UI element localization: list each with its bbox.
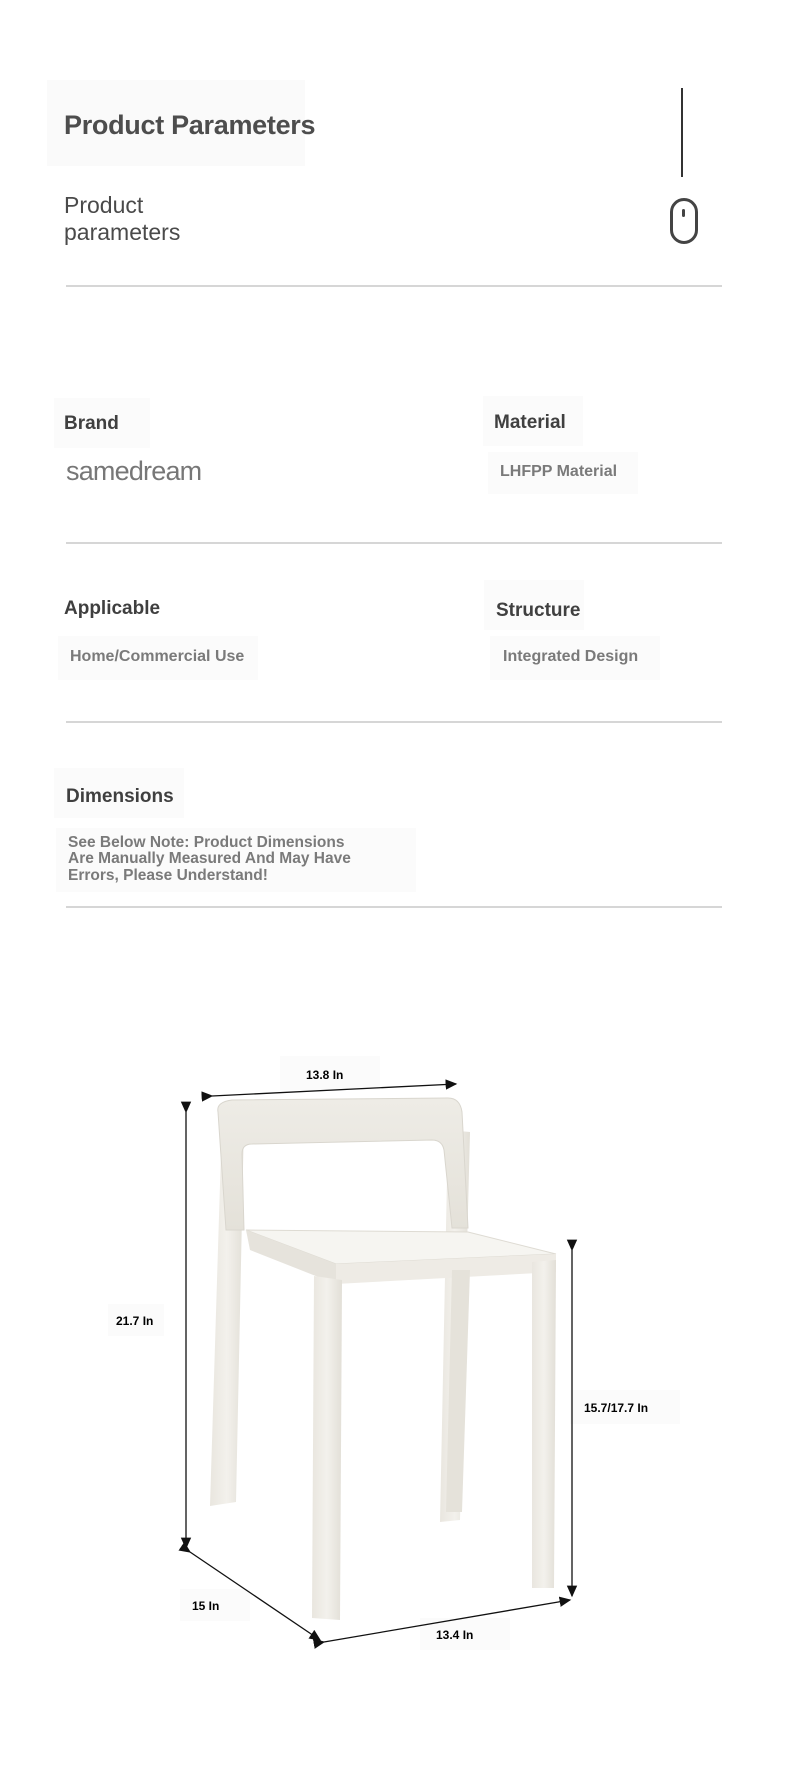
note-line: Are Manually Measured And May Have [68, 850, 351, 867]
divider [66, 721, 722, 723]
dimensions-note [68, 835, 368, 884]
mouse-scroll-icon [670, 198, 698, 244]
dim-label-height: 21.7 In [116, 1314, 154, 1328]
applicable-label: Applicable [64, 598, 161, 619]
brand-label: Brand [64, 413, 119, 434]
dim-label-depth: 15 In [192, 1599, 220, 1613]
applicable-value: Home/Commercial Use [70, 648, 245, 665]
chair-front-leg-left [312, 1276, 342, 1620]
chair-front-leg-right [532, 1260, 556, 1588]
structure-label: Structure [496, 600, 581, 621]
dim-label-top-width: 13.8 In [306, 1068, 344, 1082]
vertical-divider [681, 88, 683, 177]
note-line: See Below Note: Product Dimensions [68, 834, 345, 851]
dim-label-seat-height: 15.7/17.7 In [584, 1401, 649, 1415]
page-title: Product Parameters [64, 110, 316, 140]
divider [66, 906, 722, 908]
structure-value: Integrated Design [503, 648, 639, 665]
divider [66, 285, 722, 287]
note-line: Errors, Please Understand! [68, 867, 268, 884]
chair-backrest [218, 1098, 468, 1230]
divider [66, 542, 722, 544]
brand-logo: samedream [66, 456, 202, 486]
page-subtitle: Product parameters [64, 192, 181, 245]
material-label: Material [494, 412, 566, 433]
chair-dimension-diagram [0, 1040, 790, 1700]
dim-label-bottom-width: 13.4 In [436, 1628, 474, 1642]
dimensions-label: Dimensions [66, 786, 174, 807]
material-value: LHFPP Material [500, 463, 618, 480]
